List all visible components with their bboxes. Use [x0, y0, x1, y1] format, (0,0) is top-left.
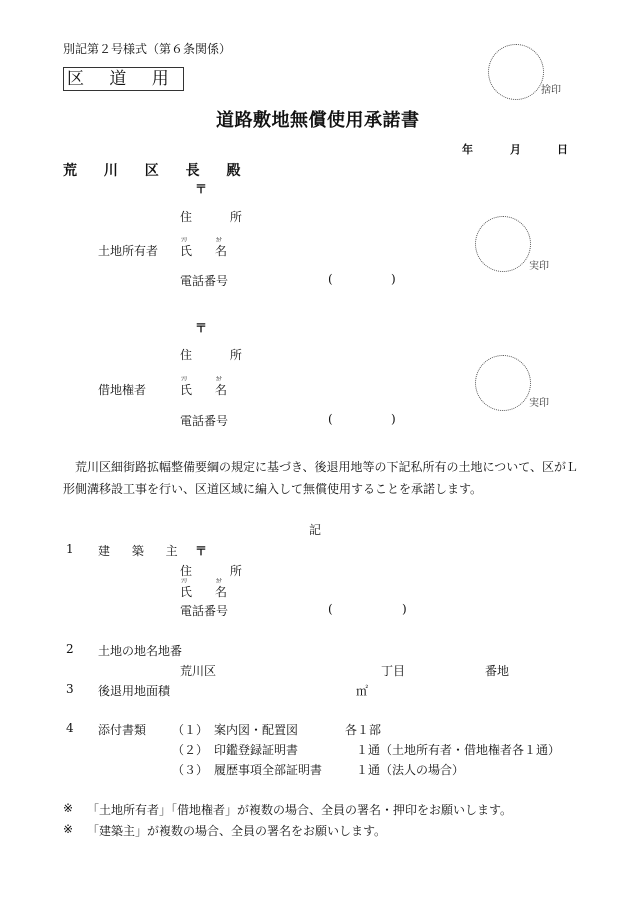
date-day-label: 日	[557, 143, 568, 156]
name-label-first: ﾌﾘ 氏	[180, 578, 193, 599]
furigana-1: ﾌﾘ	[181, 376, 188, 383]
date-month-label: 月	[510, 143, 521, 156]
phone-close-paren: )	[402, 602, 407, 616]
furigana-1: ﾌﾘ	[181, 237, 188, 244]
addressee: 荒 川 区 長 殿	[63, 163, 252, 179]
doc-name: 印鑑登録証明書	[214, 743, 299, 757]
doc-number: （３）	[172, 763, 209, 777]
item-label: 後退用地面積	[98, 684, 171, 698]
phone-open-paren: (	[328, 412, 333, 426]
ki-heading: 記	[309, 523, 322, 537]
postal-mark: 〒	[195, 544, 208, 558]
name-label-second: ｶﾅ 名	[215, 237, 228, 258]
doc-qty: 各１部	[345, 723, 382, 737]
postal-mark: 〒	[195, 182, 208, 196]
chome-label: 丁目	[381, 664, 406, 678]
furigana-2: ｶﾅ	[216, 578, 223, 585]
item-label: 建 築 主	[98, 544, 187, 558]
item-number: 1	[66, 542, 74, 556]
date-year-label: 年	[462, 143, 473, 156]
address-label: 住 所	[180, 210, 259, 224]
landowner-seal-circle[interactable]	[475, 216, 531, 272]
phone-open-paren: (	[328, 602, 333, 616]
postal-mark: 〒	[195, 321, 208, 335]
phone-label: 電話番号	[180, 604, 229, 618]
consent-paragraph: 荒川区細街路拡幅整備要綱の規定に基づき、後退用地等の下記私所有の土地について、区がＬ形側溝移設工事を行い、区道区域に編入して無償使用することを承諾します。	[63, 460, 579, 496]
address-label: 住 所	[180, 348, 259, 362]
doc-name: 履歴事項全部証明書	[214, 763, 323, 777]
note-mark: ※	[63, 822, 74, 836]
discard-seal-circle[interactable]	[488, 44, 544, 100]
doc-number: （１）	[172, 723, 209, 737]
name-label-first: ﾌﾘ 氏	[180, 237, 193, 258]
doc-name: 案内図・配置図	[214, 723, 299, 737]
area-unit: ㎡	[356, 684, 369, 698]
furigana-1: ﾌﾘ	[181, 578, 188, 585]
item-label: 土地の地名地番	[98, 644, 183, 658]
road-use-box-label: 区 道 用	[63, 67, 184, 91]
leaseholder-seal-circle[interactable]	[475, 355, 531, 411]
doc-number: （２）	[172, 743, 209, 757]
item-number: 3	[66, 682, 74, 696]
item-number: 4	[66, 721, 74, 735]
landowner-seal-label: 実印	[529, 261, 549, 272]
phone-close-paren: )	[391, 272, 396, 286]
name-label-second: ｶﾅ 名	[215, 376, 228, 397]
leaseholder-seal-label: 実印	[529, 398, 549, 409]
item-label: 添付書類	[98, 723, 147, 737]
banchi-label: 番地	[485, 664, 510, 678]
phone-label: 電話番号	[180, 274, 229, 288]
name-label-first: ﾌﾘ 氏	[180, 376, 193, 397]
note-text: 「土地所有者」「借地権者」が複数の場合、全員の署名・押印をお願いします。	[87, 803, 513, 817]
phone-open-paren: (	[328, 272, 333, 286]
ward-label: 荒川区	[180, 664, 217, 678]
note-text: 「建築主」が複数の場合、全員の署名をお願いします。	[87, 824, 387, 838]
document-title: 道路敷地無償使用承諾書	[216, 110, 420, 131]
landowner-role-label: 土地所有者	[98, 244, 159, 258]
doc-qty: １通（法人の場合）	[356, 763, 465, 777]
item-number: 2	[66, 642, 74, 656]
address-label: 住 所	[180, 564, 259, 578]
form-reference: 別記第２号様式（第６条関係）	[63, 42, 232, 56]
note-mark: ※	[63, 801, 74, 815]
phone-label: 電話番号	[180, 414, 229, 428]
name-label-second: ｶﾅ 名	[215, 578, 228, 599]
furigana-2: ｶﾅ	[216, 237, 223, 244]
furigana-2: ｶﾅ	[216, 376, 223, 383]
discard-seal-label: 捨印	[541, 85, 561, 96]
doc-qty: １通（土地所有者・借地権者各１通）	[356, 743, 561, 757]
leaseholder-role-label: 借地権者	[98, 383, 147, 397]
phone-close-paren: )	[391, 412, 396, 426]
